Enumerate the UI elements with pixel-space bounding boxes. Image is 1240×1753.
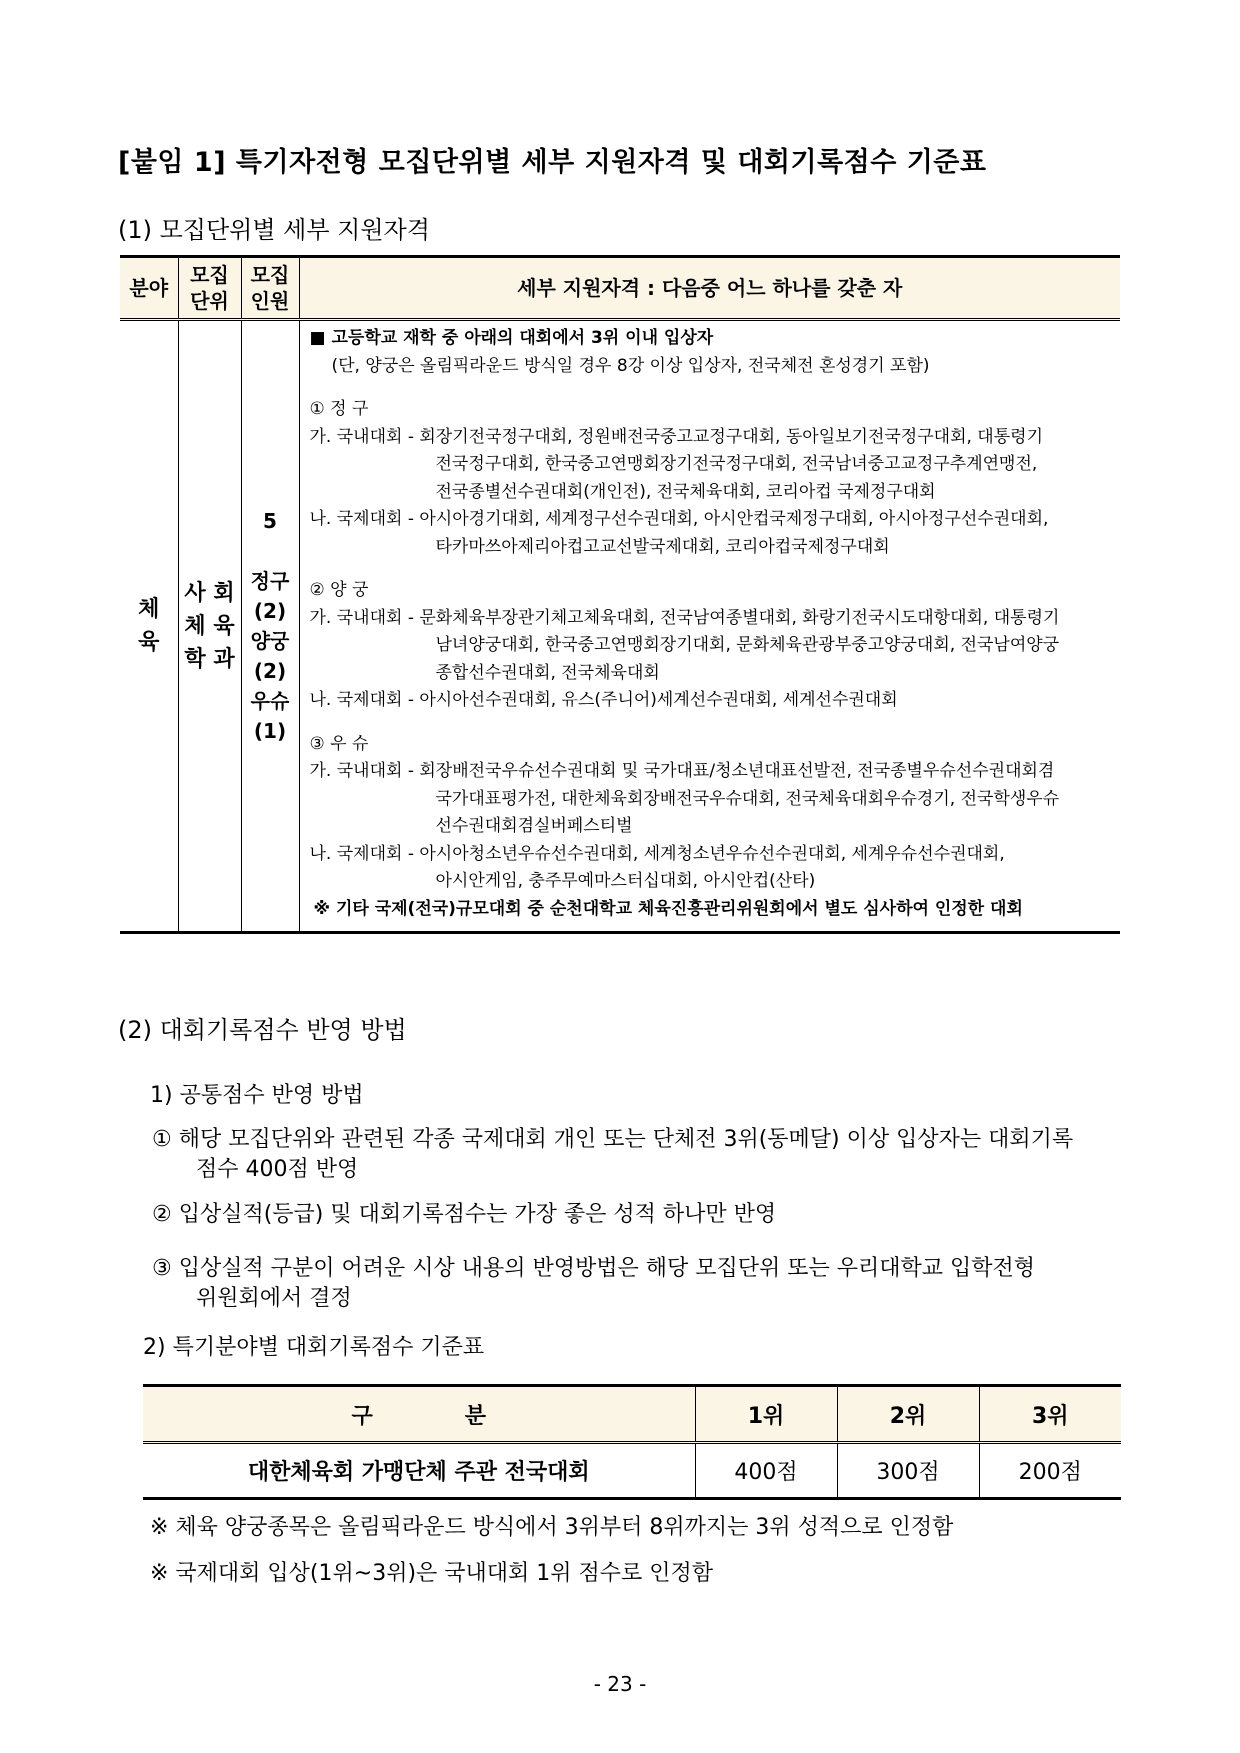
domestic-text: 전국종별선수권대회(개인전), 전국체육대회, 코리아컵 국제정구대회	[435, 481, 936, 502]
rule-item-3	[152, 1254, 1122, 1314]
intro-line: ■ 고등학교 재학 중 아래의 대회에서 3위 이내 입상자	[309, 328, 714, 348]
document-title: [붙임 1] 특기자전형 모집단위별 세부 지원자격 및 대회기록점수 기준표	[118, 147, 987, 178]
sport-name-wushu: ③ 우 슈	[309, 733, 369, 754]
eligibility-table	[120, 255, 1120, 934]
rule-item-1	[152, 1125, 1122, 1185]
rule-item-continuation: 점수 400점 반영	[196, 1157, 359, 1182]
score-category: 대한체육회 가맹단체 주관 전국대회	[247, 1460, 590, 1485]
sport-name-tennis: ① 정 구	[309, 399, 369, 419]
domestic-text: 전국정구대회, 한국중고연맹회장기전국정구대회, 전국남녀중고교정구추계연맹전,	[435, 454, 1038, 474]
header-rank-2: 2위	[837, 1386, 979, 1443]
section2-heading: (2) 대회기록점수 반영 방법	[118, 1016, 407, 1044]
subsection-score-table: 2) 특기분야별 대회기록점수 기준표	[143, 1335, 485, 1360]
score-row	[143, 1443, 1121, 1499]
intl-text: 아시아경기대회, 세계정구선수권대회, 아시안컵국제정구대회, 아시아정구선수권대회,	[419, 509, 1049, 529]
section1-heading: (1) 모집단위별 세부 지원자격	[118, 216, 430, 244]
score-table	[143, 1384, 1121, 1500]
header-rank-3: 3위	[979, 1386, 1121, 1443]
intl-text: 아시아선수권대회, 유스(주니어)세계선수권대회, 세계선수권대회	[419, 690, 898, 710]
rule-item-text: ③ 입상실적 구분이 어려운 시상 내용의 반영방법은 해당 모집단위 또는 우리대학교 입학전형	[152, 1256, 1035, 1281]
score-rank-2: 300점	[837, 1443, 979, 1499]
header-unit: 모집 단위	[178, 257, 241, 320]
domestic-label: 가. 국내대회 -	[309, 426, 414, 447]
page-number: - 23 -	[593, 1672, 647, 1696]
domestic-text: 남녀양궁대회, 한국중고연맹회장기대회, 문화체육관광부중고양궁대회, 전국남여양궁	[435, 635, 1060, 655]
field-cell: 체 육	[120, 320, 178, 933]
domestic-text: 종합선수권대회, 전국체육대회	[435, 662, 660, 683]
header-quota: 모집 인원	[241, 257, 299, 320]
intl-text: 아시아청소년우슈선수권대회, 세계청소년우슈선수권대회, 세계우슈선수권대회,	[419, 843, 1005, 864]
footnote-international: ※ 국제대회 입상(1위~3위)은 국내대회 1위 점수로 인정함	[150, 1561, 714, 1586]
intl-text: 타카마쓰아제리아컵고교선발국제대회, 코리아컵국제정구대회	[435, 536, 890, 557]
domestic-text: 회장배전국우슈선수권대회 및 국가대표/청소년대표선발전, 전국종별우슈선수권대회겸	[419, 761, 1055, 781]
rule-item-text: ② 입상실적(등급) 및 대회기록점수는 가장 좋은 성적 하나만 반영	[152, 1202, 777, 1227]
eligibility-header-row	[120, 257, 1120, 320]
header-rank-1: 1위	[695, 1386, 837, 1443]
intl-label: 나. 국제대회 -	[309, 509, 414, 529]
domestic-label: 가. 국내대회 -	[309, 607, 414, 628]
subsection-common-score: 1) 공통점수 반영 방법	[150, 1083, 364, 1108]
intl-label: 나. 국제대회 -	[309, 843, 414, 864]
domestic-text: 문화체육부장관기체고체육대회, 전국남여종별대회, 화랑기전국시도대항대회, 대통령기	[419, 607, 1060, 628]
score-header-row	[143, 1386, 1121, 1443]
header-detail: 세부 지원자격 : 다음중 어느 하나를 갖춘 자	[299, 257, 1120, 320]
rule-item-text: ① 해당 모집단위와 관련된 각종 국제대회 개인 또는 단체전 3위(동메달) 이상 입상자는 대회기록	[152, 1127, 1074, 1152]
header-field: 분야	[120, 257, 178, 320]
other-events-note: ※ 기타 국제(전국)규모대회 중 순천대학교 체육진흥관리위원회에서 별도 심사하여 인정한 대회	[313, 898, 1023, 919]
rule-item-continuation: 위원회에서 결정	[196, 1286, 352, 1311]
domestic-label: 가. 국내대회 -	[309, 761, 414, 781]
domestic-text: 국가대표평가전, 대한체육회장배전국우슈대회, 전국체육대회우슈경기, 전국학생우슈	[435, 788, 1060, 809]
sport-name-archery: ② 양 궁	[309, 580, 369, 600]
quota-cell: 5 정구 (2) 양궁 (2) 우슈 (1)	[241, 320, 299, 933]
intro-line-note: (단, 양궁은 올림픽라운드 방식일 경우 8강 이상 입상자, 전국체전 혼성경기 포함)	[331, 355, 930, 376]
unit-cell: 사 회 체 육 학 과	[178, 320, 241, 933]
detail-cell	[299, 320, 1120, 933]
intl-label: 나. 국제대회 -	[309, 690, 414, 710]
footnote-archery: ※ 체육 양궁종목은 올림픽라운드 방식에서 3위부터 8위까지는 3위 성적으로 인정함	[150, 1515, 954, 1540]
score-rank-3: 200점	[979, 1443, 1121, 1499]
domestic-text: 회장기전국정구대회, 정원배전국중고교정구대회, 동아일보기전국정구대회, 대통령기	[419, 426, 1043, 447]
score-rank-1: 400점	[695, 1443, 837, 1499]
header-category: 구 분	[143, 1386, 695, 1443]
domestic-text: 선수권대회겸실버페스티벌	[435, 816, 633, 836]
eligibility-row	[120, 320, 1120, 933]
rule-item-2	[152, 1200, 1122, 1230]
intl-text: 아시안게임, 충주무예마스터십대회, 아시안컵(산타)	[435, 871, 816, 891]
